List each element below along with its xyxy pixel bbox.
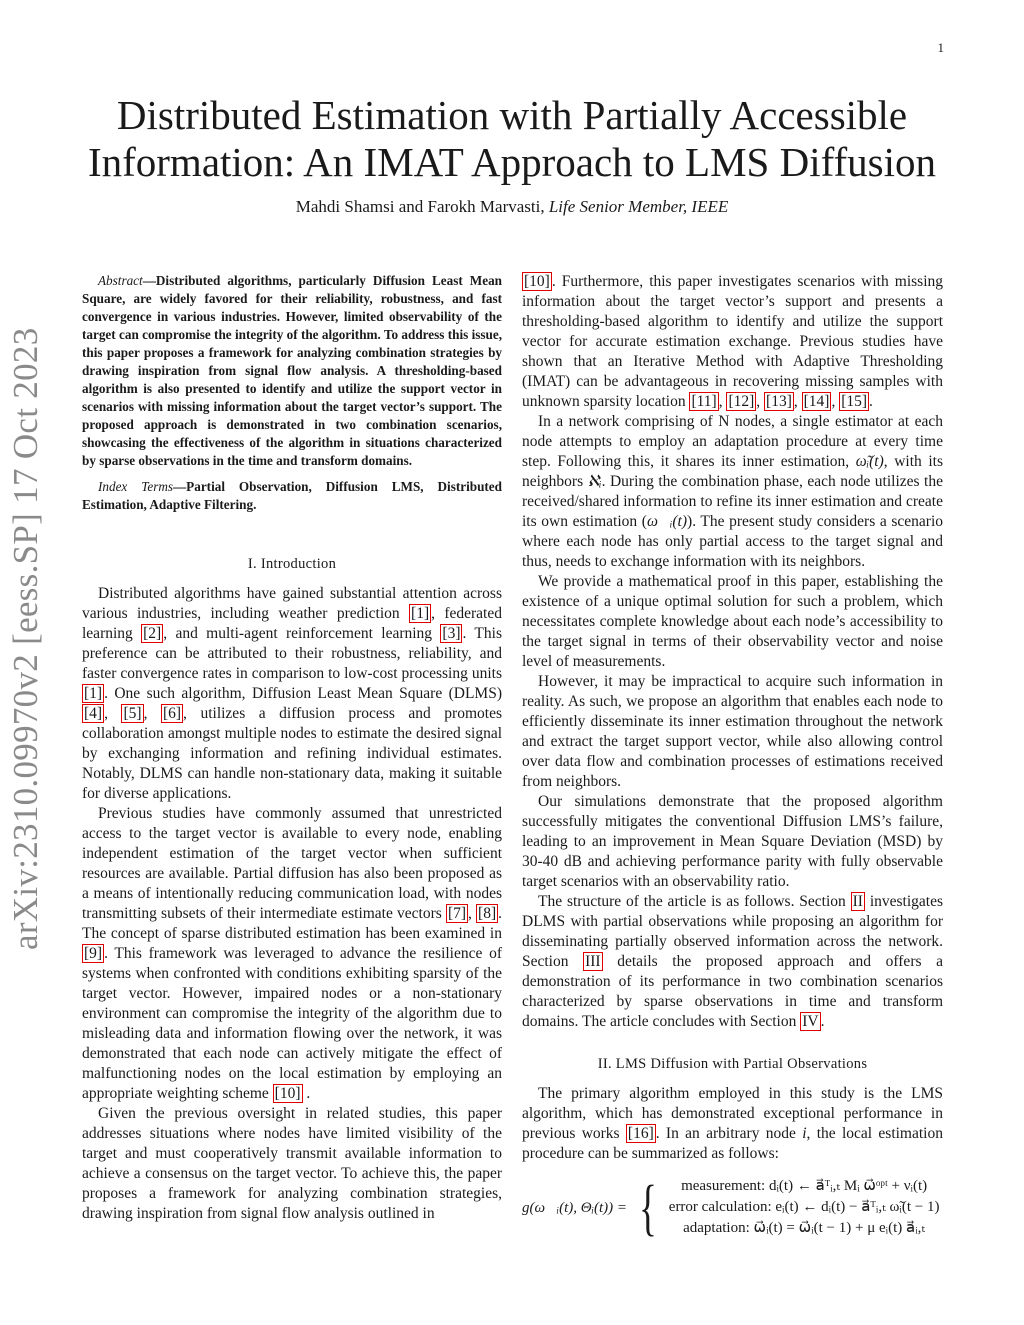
citation-link[interactable]: [15] [841,393,868,410]
abstract-label: Abstract [98,273,143,288]
paragraph: Given the previous oversight in related studies, this paper addresses situations where nodes have limited visibility of the target and must cooperatively transmit available information to achieve a consensus on the target vector. To achieve this, the paper proposes a framework for analyzing combination strategies, drawing inspiration from signal flow analysis outlined in [82,1105,502,1222]
authors [60,197,964,217]
index-terms [82,478,502,514]
equation-cases [669,1176,940,1239]
author-names: Mahdi Shamsi and Farokh Marvasti, [295,197,549,216]
math-symbol: ω⃗ᵢ(t) [646,513,688,530]
math-symbol: i [802,1125,807,1142]
paper-title [60,92,964,186]
arxiv-stamp: arXiv:2310.09970v2 [eess.SP] 17 Oct 2023 [6,327,45,950]
equation-measurement: measurement: dᵢ(t) ← a⃗ᵀᵢ,ₜ Mᵢ ω⃗ᵒᵖᵗ + νᵢ(t) [681,1178,928,1194]
citation-link[interactable]: [3] [442,625,461,642]
author-role: Life Senior Member, IEEE [548,197,729,216]
citation-link[interactable]: [7] [447,905,467,922]
page-number: 1 [937,40,944,55]
paragraph: Previous studies have commonly assumed that unrestricted access to the target vector is available to every node, enabling independent estimation of the target vector when sufficient resources are available. Partial diffusion has also been proposed as a means of intentionally reducing communication load, with nodes transmitting subsets of their intermediate estimate vectors [7] , [8] . The concept of sparse distributed estimation has been examined in [9] . This framework was leveraged to advance the resilience of systems when confronted with conditions exhibiting sparsity of the target vector. However, impaired nodes or a non-stationary environment can compromise the integrity of the algorithm due to misleading data and information flowing over the network, it was demonstrated that each node can actively mitigate the effect of malfunctioning nodes on the local estimation by employing an appropriate weighting scheme [10] . [82,805,502,1102]
equation-adaptation: adaptation: ω⃗ᵢ(t) = ω⃗ᵢ(t − 1) + μ eᵢ(t) a⃗ᵢ,ₜ [683,1220,926,1236]
left-brace-glyph: { [638,1173,657,1242]
index-terms-text: —Partial Observation, Diffusion LMS, Distributed Estimation, Adaptive Filtering. [82,479,502,512]
section-heading-introduction: I. Introduction [247,556,337,572]
math-symbol: ω̃ᵢ(t) [855,453,884,470]
abstract [82,272,502,470]
citation-link[interactable]: [13] [766,393,792,410]
left-column [82,272,502,1224]
citation-link[interactable]: [12] [728,393,755,410]
citation-link[interactable]: [10] [274,1085,301,1102]
equation-local-estimation [522,1173,943,1242]
paragraph-continued: [10] . Furthermore, this paper investigates scenarios with missing information about the target vector’s support and presents a thresholding-based algorithm to identify and utilize the support vector for accurate estimation exchange. Previous studies have shown that an Iterative Method with Adaptive Thresholding (IMAT) can be advantageous in recovering missing samples with unknown sparsity location [11] , [12] , [13] , [14] , [15] . [522,273,943,410]
paragraph: The structure of the article is as follows. Section II investigates DLMS with partial observations while proposing an algorithm for disseminating partially observed information across the network. Section III details the proposed approach and offers a demonstration of its performance in two combination scenarios characterized by sparse observations in time and transform domains. The article concludes with Section IV . [522,893,943,1030]
citation-link[interactable]: [10] [524,273,550,290]
math-symbol: ℵᵢ [587,473,602,490]
paragraph: In a network comprising of N nodes, a single estimator at each node attempts to employ an adaptation procedure at every time step. Following this, it shares its inner estimation, ω̃ᵢ(t), with its neighbors ℵᵢ. During the combination phase, each node utilizes the received/shared information to refine its inner estimation and create its own estimation (ω⃗ᵢ(t)). The present study considers a scenario where each node has only partial access to the target signal and thus, needs to exchange information with its neighbors. [522,413,944,570]
equation-lhs: g(ω⃗ᵢ(t), Θᵢ(t)) = [522,1199,628,1216]
index-terms-label: Index Terms [98,479,173,494]
paragraph: However, it may be impractical to acquire such information in reality. As such, we propose an algorithm that enables each node to efficiently disseminate its inner estimation throughout the network and extract the target support vector, while also allowing control over data flow and combination processes of estimations received from neighbors. [522,673,943,790]
equation-error: error calculation: eᵢ(t) ← dᵢ(t) − a⃗ᵀᵢ,ₜ ω̃ᵢ(t − 1) [668,1199,940,1215]
paragraph: The primary algorithm employed in this study is the LMS algorithm, which has demonstrated exceptional performance in previous works [16] . In an arbitrary node i, the local estimation procedure can be summarized as follows: [522,1085,943,1162]
section-link[interactable]: IV [802,1013,819,1030]
citation-link[interactable]: [11] [691,393,717,410]
paragraph: Our simulations demonstrate that the proposed algorithm successfully mitigates the conventional Diffusion LMS’s failure, leading to an improvement in Mean Square Deviation (MSD) by 30-40 dB and achieving performance parity with fully observable target scenarios with an observability ratio. [522,793,943,890]
citation-link[interactable]: [16] [627,1125,654,1142]
citation-link[interactable]: [1] [411,605,430,622]
citation-link[interactable]: [8] [478,905,497,922]
right-column [522,272,944,1242]
citation-link[interactable]: [9] [84,945,103,962]
section-link[interactable]: III [585,953,601,970]
citation-link[interactable]: [6] [162,705,182,722]
citation-link[interactable]: [1] [84,685,103,702]
title-line-1: Distributed Estimation with Partially Accessible [116,92,908,138]
section-heading-lms-diffusion: II. LMS Diffusion with Partial Observations [597,1056,868,1072]
title-line-2: Information: An IMAT Approach to LMS Diffusion [87,139,937,185]
paragraph: Distributed algorithms have gained substantial attention across various industries, including weather prediction [1] , federated learning [2] , and multi-agent reinforcement learning [3] . This preference can be attributed to their robustness, reliability, and faster convergence rates in comparison to low-cost processing units [1] . One such algorithm, Diffusion Least Mean Square (DLMS) [4] , [5] , [6] , utilizes a diffusion process and promotes collaboration amongst multiple nodes to estimate the desired signal by exchanging information and refining individual estimates. Notably, DLMS can handle non-stationary data, making it suitable for diverse applications. [82,585,502,802]
paragraph: We provide a mathematical proof in this paper, establishing the existence of a unique optimal solution for such a problem, which necessitates complete knowledge about each node’s accessibility to the target signal in terms of their observability vector and noise level of measurements. [522,573,943,670]
section-link[interactable]: II [852,893,863,910]
citation-link[interactable]: [5] [123,705,142,722]
citation-link[interactable]: [4] [84,705,103,722]
citation-link[interactable]: [2] [143,625,162,642]
abstract-text: —Distributed algorithms, particularly Diffusion Least Mean Square, are widely favored for their reliability, robustness, and fast convergence in various industries. However, limited observability of the target can compromise the integrity of the algorithm. To address this issue, this paper proposes a framework for analyzing combination strategies by drawing inspiration from signal flow analysis. A thresholding-based algorithm is also presented to identify and utilize the support vector in scenarios with missing information about the target vector’s support. The proposed approach is demonstrated in two combination scenarios, showcasing the effectiveness of the algorithm in situations characterized by sparse observations in the time and transform domains. [82,273,502,468]
citation-link[interactable]: [14] [803,393,830,410]
